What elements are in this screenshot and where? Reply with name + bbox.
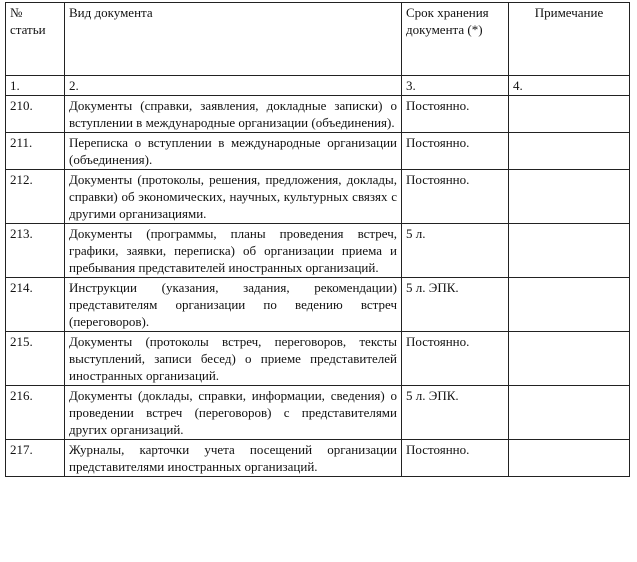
document-type: Переписка о вступлении в международные организации (объединения).: [65, 133, 402, 170]
document-type: Документы (программы, планы проведения встреч, графики, заявки, переписка) об организации приема и пребывания представителей иностранных организаций.: [65, 224, 402, 278]
header-retention-term: Срок хранения документа (*): [402, 3, 509, 76]
column-numbering-row: [6, 76, 630, 96]
note: [509, 278, 630, 332]
table-row: [6, 386, 630, 440]
note: [509, 170, 630, 224]
article-number: 216.: [6, 386, 65, 440]
table-row: [6, 440, 630, 477]
header-document-type: Вид документа: [65, 3, 402, 76]
table-row: [6, 96, 630, 133]
document-type: Документы (доклады, справки, информации, сведения) о проведении встреч (переговоров) с представителями других организаций.: [65, 386, 402, 440]
retention-term: 5 л.: [402, 224, 509, 278]
header-note: Примечание: [509, 3, 630, 76]
note: [509, 386, 630, 440]
note: [509, 332, 630, 386]
table-row: [6, 332, 630, 386]
article-number: 210.: [6, 96, 65, 133]
table-header-row: [6, 3, 630, 76]
column-number: 4.: [509, 76, 630, 96]
retention-term: 5 л. ЭПК.: [402, 386, 509, 440]
column-number: 2.: [65, 76, 402, 96]
note: [509, 440, 630, 477]
note: [509, 96, 630, 133]
records-retention-table: [5, 2, 630, 477]
article-number: 215.: [6, 332, 65, 386]
table-row: [6, 278, 630, 332]
document-type: Документы (протоколы встреч, переговоров, тексты выступлений, записи бесед) о приеме представителей иностранных организаций.: [65, 332, 402, 386]
retention-term: Постоянно.: [402, 440, 509, 477]
table-row: [6, 224, 630, 278]
retention-term: 5 л. ЭПК.: [402, 278, 509, 332]
retention-term: Постоянно.: [402, 96, 509, 133]
document-type: Документы (справки, заявления, докладные записки) о вступлении в международные организации (объединения).: [65, 96, 402, 133]
article-number: 217.: [6, 440, 65, 477]
document-type: Документы (протоколы, решения, предложения, доклады, справки) об экономических, научных, культурных связях с другими организациями.: [65, 170, 402, 224]
note: [509, 133, 630, 170]
header-article-number: № статьи: [6, 3, 65, 76]
retention-term: Постоянно.: [402, 133, 509, 170]
retention-term: Постоянно.: [402, 170, 509, 224]
article-number: 213.: [6, 224, 65, 278]
column-number: 1.: [6, 76, 65, 96]
table-row: [6, 133, 630, 170]
note: [509, 224, 630, 278]
document-type: Журналы, карточки учета посещений организации представителями иностранных организаций.: [65, 440, 402, 477]
article-number: 214.: [6, 278, 65, 332]
article-number: 211.: [6, 133, 65, 170]
table-row: [6, 170, 630, 224]
column-number: 3.: [402, 76, 509, 96]
article-number: 212.: [6, 170, 65, 224]
retention-term: Постоянно.: [402, 332, 509, 386]
document-type: Инструкции (указания, задания, рекомендации) представителям организации по ведению встреч (переговоров).: [65, 278, 402, 332]
